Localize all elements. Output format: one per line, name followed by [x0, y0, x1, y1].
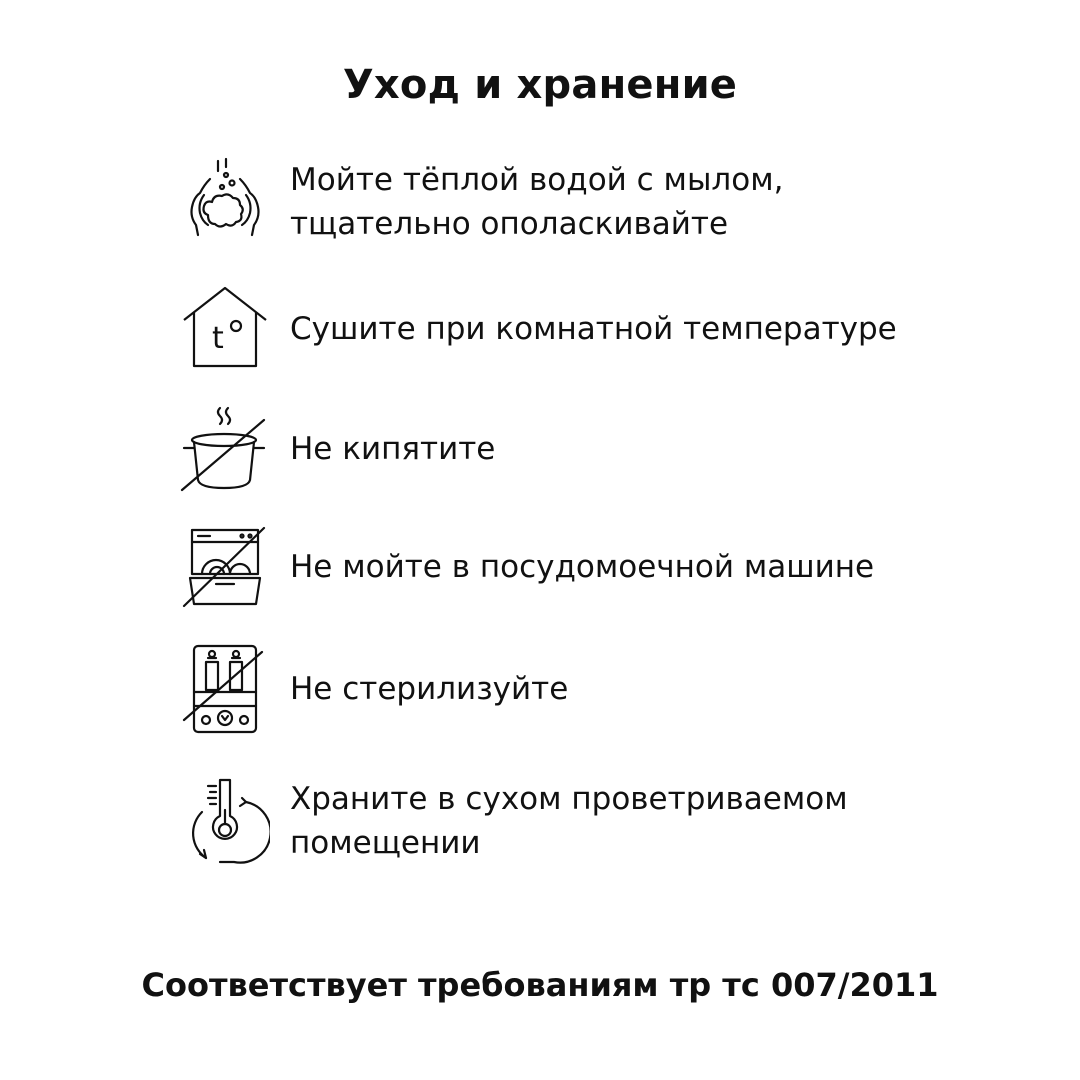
care-item-text [290, 307, 897, 351]
care-item-text [290, 777, 848, 865]
care-item-text [290, 667, 568, 711]
care-item-line: Не мойте в посудомоечной машине [290, 549, 875, 585]
care-item-line: Сушите при комнатной температуре [290, 311, 897, 347]
care-item-dry [180, 284, 1040, 374]
no-sterilizer-icon [180, 644, 270, 734]
care-item-storage [180, 776, 1040, 866]
no-dishwasher-icon [180, 522, 270, 612]
care-item-line: Храните в сухом проветриваемом [290, 781, 848, 817]
care-item-no-boil [180, 404, 1040, 494]
svg-text:t: t [212, 321, 224, 356]
care-item-no-dishwasher [180, 522, 1040, 612]
compliance-note: Соответствует требованиям тр тс 007/2011 [141, 966, 939, 1004]
care-item-text [290, 158, 783, 246]
hand-washing-icon [180, 157, 270, 247]
care-item-line: Не стерилизуйте [290, 671, 569, 707]
dry-ventilated-storage-icon [180, 776, 270, 866]
care-item-no-sterilize [180, 644, 1040, 734]
care-item-text [290, 545, 874, 589]
care-item-line: тщательно ополаскивайте [290, 206, 729, 242]
care-item-wash [180, 157, 1040, 247]
care-item-text [290, 427, 495, 471]
care-item-line: Не кипятите [290, 431, 496, 467]
care-item-line: Мойте тёплой водой с мылом, [290, 162, 784, 198]
care-item-line: помещении [290, 825, 481, 861]
page-title: Уход и хранение [342, 62, 738, 108]
no-boiling-icon [180, 404, 270, 494]
room-temperature-icon [180, 284, 270, 374]
